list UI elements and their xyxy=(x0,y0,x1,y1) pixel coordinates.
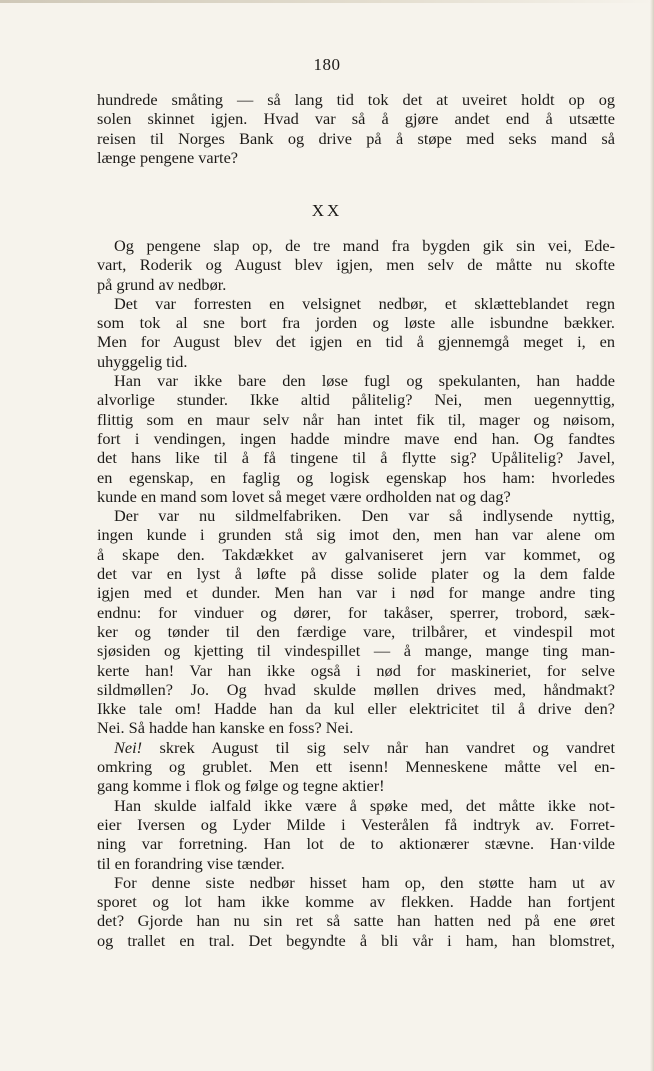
text-line: det? Gjorde han nu sin ret så satte han hatten ned på ene øret xyxy=(97,911,615,931)
text-line: til en forandring vise tænder. xyxy=(97,853,285,873)
paragraph xyxy=(97,796,615,873)
chapter-body xyxy=(97,236,615,950)
text-line: reisen til Norges Bank og drive på å støpe med seks mand så xyxy=(97,128,615,148)
text-line: det var en lyst å løfte på disse solide plater og la dem falde xyxy=(97,564,615,584)
text-run: skrek August til sig selv når han vandret og vandret xyxy=(142,737,615,757)
paragraph xyxy=(97,236,615,294)
text-line: sporet og lot ham ikke komme av flekken. Hadde han fortjent xyxy=(97,892,615,912)
text-line: gang komme i flok og følge og tegne aktier! xyxy=(97,776,385,796)
text-line: længe pengene varte? xyxy=(97,147,239,167)
text-line: ning var forretning. Han lot de to aktionærer stævne. Han·vilde xyxy=(97,834,615,854)
text-line: Han skulde ialfald ikke være å spøke med, det måtte ikke not- xyxy=(114,795,615,815)
text-line: Og pengene slap op, de tre mand fra bygden gik sin vei, Ede- xyxy=(114,236,615,255)
text-line: hundrede småting — så lang tid tok det at uveiret holdt op og xyxy=(97,90,615,109)
text-line xyxy=(97,738,615,757)
text-line: solen skinnet igjen. Hvad var så å gjøre andet end å utsætte xyxy=(97,109,615,129)
text-line: endnu: for vinduer og dører, for takåser, sperrer, trobord, sæk- xyxy=(97,602,615,622)
text-line: sjøsiden og kjetting til vindespillet — å mange, mange ting man- xyxy=(97,641,615,661)
continuation-text xyxy=(97,90,615,167)
text-line: på grund av nedbør. xyxy=(97,274,227,294)
text-line: flittig som en maur selv når han intet fik til, mager og nøisom, xyxy=(97,409,615,429)
italic-emphasis: Nei! xyxy=(114,737,143,757)
text-line: alvorlige stunder. Ikke altid pålitelig? Nei, men uegennyttig, xyxy=(97,390,615,410)
paragraph xyxy=(97,294,615,371)
page-right-edge xyxy=(650,0,654,1071)
text-line: som tok al sne bort fra jorden og løste alle isbundne bækker. xyxy=(97,313,615,333)
text-line: For denne siste nedbør hisset ham op, den støtte ham ut av xyxy=(114,872,615,892)
text-line: sildmøllen? Jo. Og hvad skulde møllen drives med, håndmakt? xyxy=(97,679,615,699)
text-line: en egenskap, en faglig og logisk egenskap hos ham: hvorledes xyxy=(97,467,615,487)
text-line: igjen med et dunder. Men han var i nød for mange andre ting xyxy=(97,583,615,603)
text-line: omkring og grublet. Men ett isenn! Menneskene måtte vel en- xyxy=(97,757,615,777)
paragraph xyxy=(97,738,615,796)
text-line: å skape den. Takdækket av galvaniseret jern var kommet, og xyxy=(97,544,615,564)
text-line: kerte han! Var han ikke også i nød for maskineriet, for selve xyxy=(97,660,615,680)
text-line: kunde en mand som lovet så meget være ordholden nat og dag? xyxy=(97,486,511,506)
text-line: fort i vendingen, ingen hadde mindre mave end han. Og fandtes xyxy=(97,428,615,448)
paragraph xyxy=(97,506,615,738)
text-line: Men for August blev det igjen en tid å gjennemgå meget i, en xyxy=(97,332,615,352)
text-line: ingen kunde i grunden stå sig imot den, men han var alene om xyxy=(97,525,615,545)
text-line: Ikke tale om! Hadde han da kul eller elektricitet til å drive den? xyxy=(97,699,615,719)
text-line: Han var ikke bare den løse fugl og spekulanten, han hadde xyxy=(114,371,615,391)
text-line: og trallet en tral. Det begyndte å bli vår i ham, han blomstret, xyxy=(97,930,615,950)
text-line: Der var nu sildmelfabriken. Den var så indlysende nyttig, xyxy=(114,506,615,526)
paragraph xyxy=(97,873,615,950)
text-line: det hans like til å få tingene til å flytte sig? Upålitelig? Javel, xyxy=(97,448,615,468)
paragraph xyxy=(97,371,615,506)
paragraph xyxy=(97,90,615,167)
page-top-edge xyxy=(0,0,654,3)
page-number: 180 xyxy=(313,55,341,74)
text-line: vart, Roderik og August blev igjen, men selv de måtte nu skofte xyxy=(97,255,615,275)
text-line: ker og tønder til den færdige vare, trilbårer, et vindespil mot xyxy=(97,621,615,641)
chapter-heading: XX xyxy=(311,201,343,220)
text-line: uhyggelig tid. xyxy=(97,351,188,371)
text-line: eier Iversen og Lyder Milde i Vesterålen få indtryk av. Forret- xyxy=(97,814,615,834)
text-line: Nei. Så hadde han kanske en foss? Nei. xyxy=(97,718,354,738)
text-line: Det var forresten en velsignet nedbør, et sklætteblandet regn xyxy=(114,293,615,313)
